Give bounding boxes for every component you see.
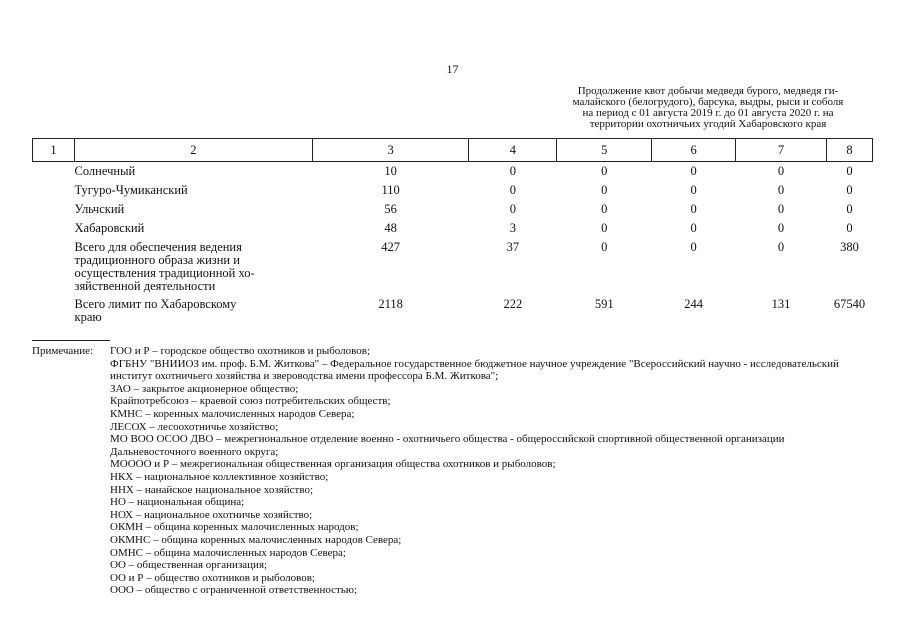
notes-section <box>32 345 872 597</box>
caption-line: Продолжение квот добычи медведя бурого, медведя ги- <box>577 85 839 97</box>
note-item: НО – национальная община; <box>110 496 245 509</box>
column-header-8: 8 <box>826 139 872 162</box>
total-label-line: краю <box>74 310 102 324</box>
note-item: МО ВОО ОСОО ДВО – межрегиональное отделение военно - охотничьего общества - общероссийской спортивной общественной организации Дальневосточного военного округа; <box>110 433 785 458</box>
district-name: Ульчский <box>74 202 125 216</box>
note-item: НОХ – национальное охотничье хозяйство; <box>110 508 313 521</box>
value-cell: 0 <box>601 202 608 216</box>
note-item: Крайпотребсоюз – краевой союз потребительских обществ; <box>110 395 391 408</box>
note-item: ННХ – нанайское национальное хозяйство; <box>110 483 313 496</box>
value-cell: 2118 <box>378 297 403 311</box>
quota-table <box>32 138 873 328</box>
table-caption <box>548 86 868 130</box>
subtotal-row <box>33 241 873 298</box>
district-name: Тугуро-Чумиканский <box>74 183 188 197</box>
page-number: 17 <box>446 62 459 76</box>
value-cell: 0 <box>777 183 785 197</box>
subtotal-label-line: традиционного образа жизни и <box>74 253 240 267</box>
caption-line: на период с 01 августа 2019 г. до 01 августа 2020 г. на <box>582 107 834 119</box>
note-item: ОО – общественная организация; <box>110 559 268 572</box>
value-cell: 0 <box>777 164 785 178</box>
caption-line: территории охотничьих угодий Хабаровского края <box>589 118 827 130</box>
caption-line: малайского (белогрудого), барсука, выдры, рыси и соболя <box>572 96 844 108</box>
value-cell: 0 <box>601 240 608 254</box>
column-header-4: 4 <box>469 139 557 162</box>
note-item: ОМНС – община малочисленных народов Севера; <box>110 546 346 559</box>
value-cell: 0 <box>846 202 853 216</box>
note-item: ОКМНС – община коренных малочисленных народов Севера; <box>110 533 402 546</box>
district-name: Солнечный <box>74 164 136 178</box>
value-cell: 67540 <box>833 297 866 311</box>
subtotal-label-line: зяйственной деятельности <box>74 279 216 293</box>
notes-label: Примечание: <box>32 345 94 357</box>
value-cell: 56 <box>384 202 397 216</box>
note-item: НКХ – национальное коллективное хозяйство; <box>110 470 329 483</box>
value-cell: 222 <box>503 297 523 311</box>
value-cell: 380 <box>840 240 859 254</box>
table-row <box>33 162 873 185</box>
value-cell: 110 <box>381 183 400 197</box>
value-cell: 591 <box>594 297 614 311</box>
value-cell: 0 <box>509 164 517 178</box>
column-header-3: 3 <box>312 139 469 162</box>
value-cell: 0 <box>509 183 517 197</box>
value-cell: 131 <box>771 297 791 311</box>
table-row <box>33 203 873 222</box>
value-cell: 0 <box>690 164 697 178</box>
value-cell: 0 <box>690 240 697 254</box>
value-cell: 0 <box>690 183 697 197</box>
value-cell: 48 <box>384 221 397 235</box>
note-item: ОО и Р – общество охотников и рыболовов; <box>110 571 315 584</box>
value-cell: 37 <box>506 240 520 254</box>
value-cell: 0 <box>601 183 608 197</box>
value-cell: 0 <box>777 221 785 235</box>
value-cell: 0 <box>846 183 853 197</box>
value-cell: 427 <box>381 240 400 254</box>
value-cell: 244 <box>684 297 704 311</box>
subtotal-label-line: Всего для обеспечения ведения <box>74 240 242 254</box>
total-label <box>33 298 313 328</box>
note-item: ЛЕСОХ – лесоохотничье хозяйство; <box>110 420 279 433</box>
value-cell: 0 <box>846 221 853 235</box>
value-cell: 0 <box>777 240 785 254</box>
note-item: ООО – общество с ограниченной ответственностью; <box>110 584 358 597</box>
value-cell: 0 <box>509 202 517 216</box>
total-row <box>33 298 873 328</box>
value-cell: 0 <box>846 164 853 178</box>
note-first-line <box>32 345 872 358</box>
value-cell: 0 <box>777 202 785 216</box>
column-header-1: 1 <box>33 139 75 162</box>
value-cell: 10 <box>384 164 397 178</box>
note-item: ЗАО – закрытое акционерное общество; <box>110 382 299 395</box>
district-name: Хабаровский <box>74 221 145 235</box>
note-item: ФГБНУ "ВНИИОЗ им. проф. Б.М. Житкова" – Федеральное государственное бюджетное научное учреждение "Всероссийский научно - исследовательский институт охотничьего хозяйства и звероводства имени профессора Б.М. Житкова"; <box>110 357 839 383</box>
table-row <box>33 222 873 241</box>
value-cell: 3 <box>509 221 517 235</box>
value-cell: 0 <box>601 221 608 235</box>
note-item: ОКМН – община коренных малочисленных народов; <box>110 521 359 534</box>
value-cell: 0 <box>601 164 608 178</box>
note-item: КМНС – коренных малочисленных народов Севера; <box>110 407 355 420</box>
column-header-7: 7 <box>736 139 827 162</box>
table-row <box>33 184 873 203</box>
footnote-divider <box>32 340 110 341</box>
column-header-2: 2 <box>74 139 312 162</box>
table-header-row <box>33 139 873 162</box>
total-label-line: Всего лимит по Хабаровскому <box>74 297 237 311</box>
note-item: ГОО и Р – городское общество охотников и рыболовов; <box>110 345 371 357</box>
subtotal-label-line: осуществления традиционной хо- <box>74 266 255 280</box>
value-cell: 0 <box>690 202 697 216</box>
note-item: МОООО и Р – межрегиональная общественная организация общества охотников и рыболовов; <box>110 458 556 471</box>
subtotal-label <box>33 241 313 298</box>
column-header-5: 5 <box>557 139 652 162</box>
column-header-6: 6 <box>652 139 736 162</box>
value-cell: 0 <box>690 221 697 235</box>
